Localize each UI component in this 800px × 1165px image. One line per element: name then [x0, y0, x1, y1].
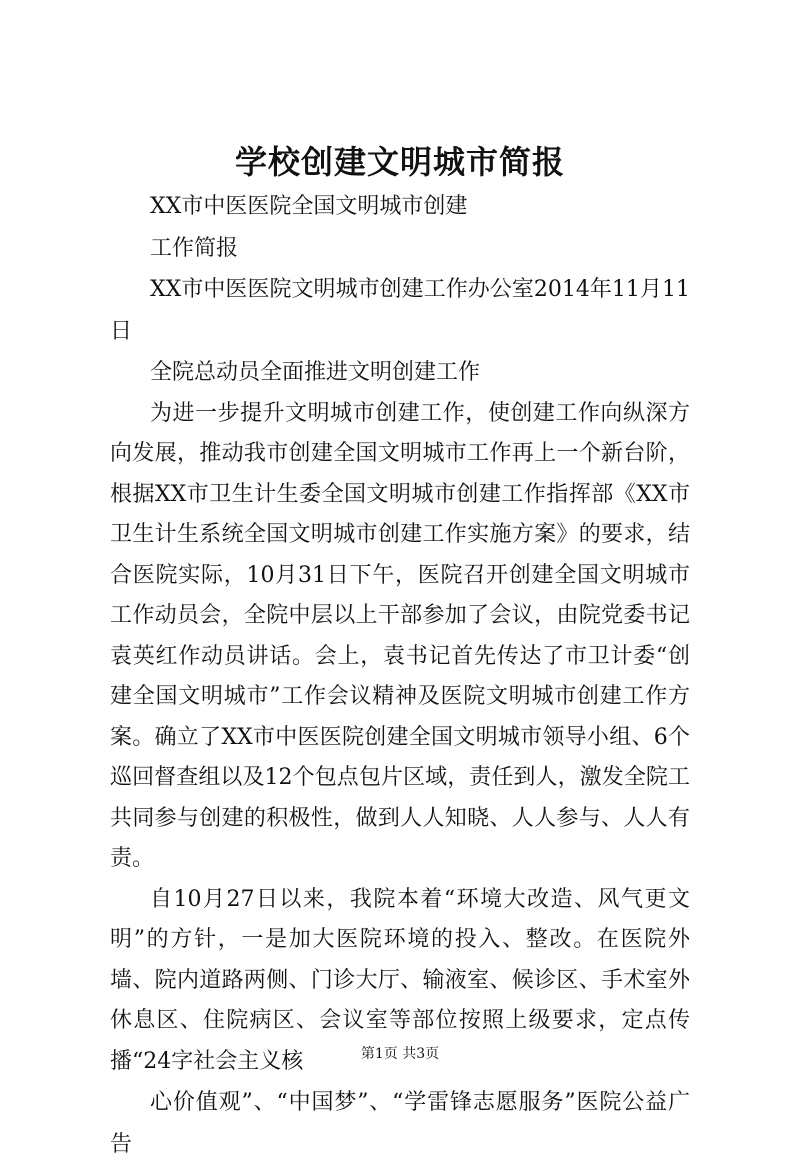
- paragraph-continuation: 心价值观”、“中国梦”、“学雷锋志愿服务”医院公益广告: [110, 1090, 690, 1157]
- paragraph-office-date: XX市中医医院文明城市创建工作办公室2014年11月11日: [110, 277, 690, 344]
- document-title: 学校创建文明城市简报: [234, 143, 565, 181]
- paragraph-hospital-name: XX市中医医院全国文明城市创建: [150, 194, 468, 219]
- paragraph-subheading: 全院总动员全面推进文明创建工作: [150, 360, 481, 385]
- page-footer: 第1页 共3页: [360, 1046, 440, 1062]
- document-body: [110, 186, 690, 1165]
- paragraph-mobilization: 为进一步提升文明城市创建工作，使创建工作向纵深方向发展，推动我市创建全国文明城市工作再上一个新台阶，根据XX市卫生计生委全国文明城市创建工作指挥部《XX市卫生计生系统全国文明城市创建工作实施方案》的要求，结合医院实际，10月31日下午，医院召开创建全国文明城市工作动员会，全院中层以上干部参加了会议，由院党委书记袁英红作动员讲话。会上，袁书记首先传达了市卫计委“创建全国文明城市”工作会议精神及医院文明城市创建工作方案。确立了XX市中医医院创建全国文明城市领导小组、6个巡回督查组以及12个包点包片区域，责任到人，激发全院工共同参与创建的积极性，做到人人知晓、人人参与、人人有责。: [110, 400, 690, 871]
- paragraph-environment: 自10月27日以来，我院本着“环境大改造、风气更文明”的方针，一是加大医院环境的投入、整改。在医院外墙、院内道路两侧、门诊大厅、输液室、候诊区、手术室外休息区、住院病区、会议室等部位按照上级要求，定点传播“24字社会主义核: [110, 886, 690, 1074]
- paragraph-bulletin-label: 工作简报: [150, 235, 239, 261]
